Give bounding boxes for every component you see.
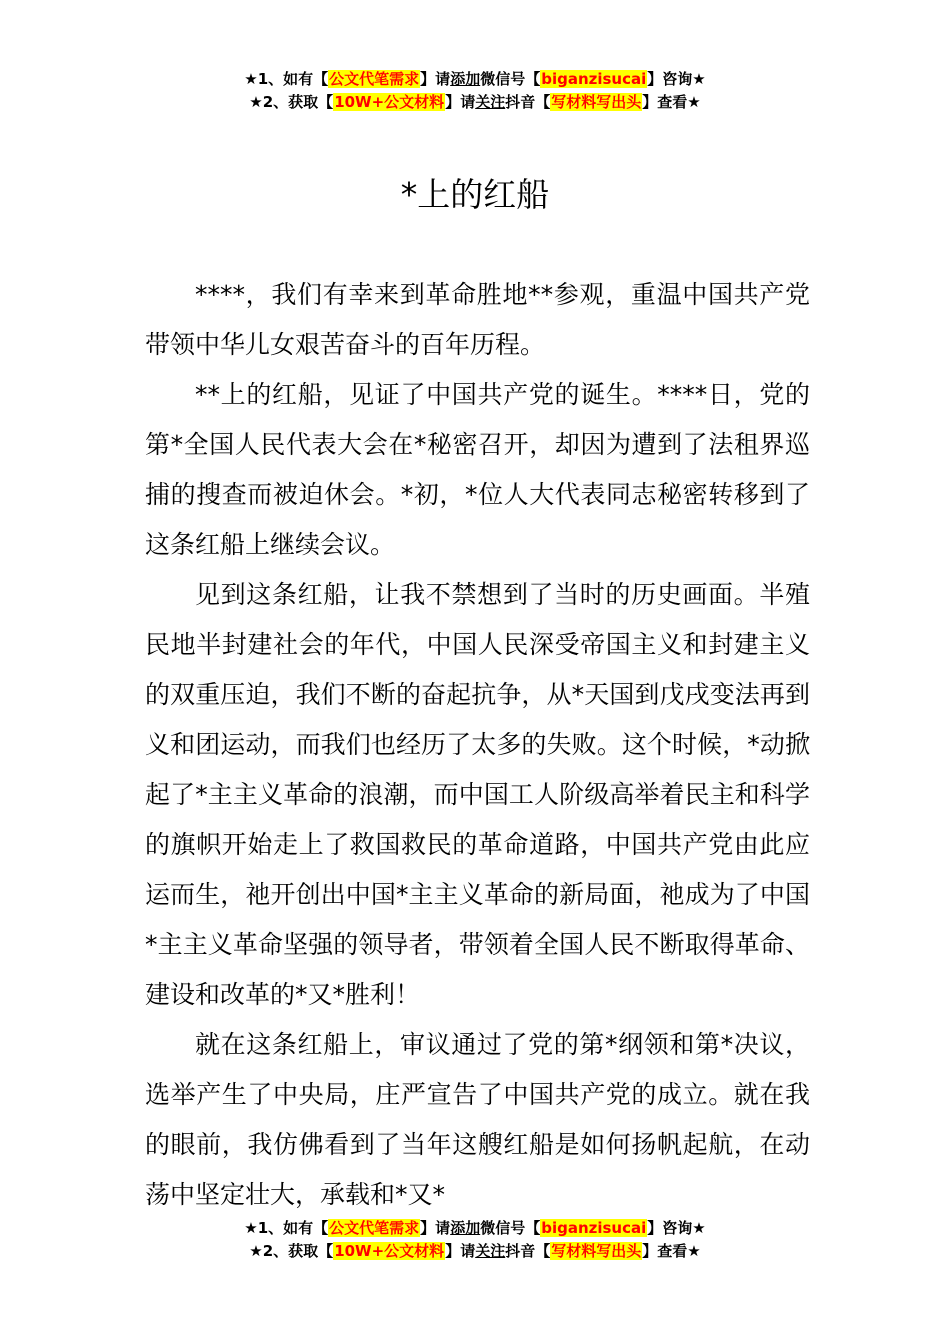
highlight-douyin-account: 写材料写出头: [551, 93, 642, 111]
highlight-service: 公文代笔需求: [329, 1219, 420, 1237]
paragraph: 见到这条红船，让我不禁想到了当时的历史画面。半殖民地半封建社会的年代，中国人民深受帝国主义和封建主义的双重压迫，我们不断的奋起抗争，从*天国到戊戌变法再到义和团运动，而我们也经历了太多的失败。这个时候，*动掀起了*主主义革命的浪潮，而中国工人阶级高举着民主和科学的旗帜开始走上了救国救民的革命道路，中国共产党由此应运而生，祂开创出中国*主主义革命的新局面，祂成为了中国*主主义革命坚强的领导者，带领着全国人民不断取得革命、建设和改革的*又*胜利！: [145, 580, 810, 1009]
document-title: *上的红船: [400, 175, 550, 214]
notice-line-1: ★1、如有【公文代笔需求】请添加微信号【biganzisucai】咨询★: [244, 70, 706, 88]
notice-line-1: ★1、如有【公文代笔需求】请添加微信号【biganzisucai】咨询★: [244, 1219, 706, 1237]
paragraph: 就在这条红船上，审议通过了党的第*纲领和第*决议，选举产生了中央局，庄严宣告了中国共产党的成立。就在我的眼前，我仿佛看到了当年这艘红船是如何扬帆起航，在动荡中坚定壮大，承载和*又*: [145, 1030, 810, 1209]
footer-notice: [0, 1217, 950, 1263]
notice-line-2: ★2、获取【10W+公文材料】请关注抖音【写材料写出头】查看★: [249, 93, 701, 111]
notice-line-2: ★2、获取【10W+公文材料】请关注抖音【写材料写出头】查看★: [249, 1242, 701, 1260]
document-body: [145, 270, 810, 1220]
highlight-materials: 10W+公文材料: [334, 1242, 445, 1260]
header-notice: [0, 68, 950, 114]
highlight-service: 公文代笔需求: [329, 70, 420, 88]
highlight-wechat-id: biganzisucai: [541, 70, 647, 88]
paragraph: **上的红船，见证了中国共产党的诞生。****日，党的第*全国人民代表大会在*秘密召开，却因为遭到了法租界巡捕的搜查而被迫休会。*初，*位人大代表同志秘密转移到了这条红船上继续会议。: [145, 380, 810, 559]
highlight-douyin-account: 写材料写出头: [551, 1242, 642, 1260]
highlight-wechat-id: biganzisucai: [541, 1219, 647, 1237]
paragraph: ****，我们有幸来到革命胜地**参观，重温中国共产党带领中华儿女艰苦奋斗的百年历程。: [145, 280, 810, 359]
highlight-materials: 10W+公文材料: [334, 93, 445, 111]
